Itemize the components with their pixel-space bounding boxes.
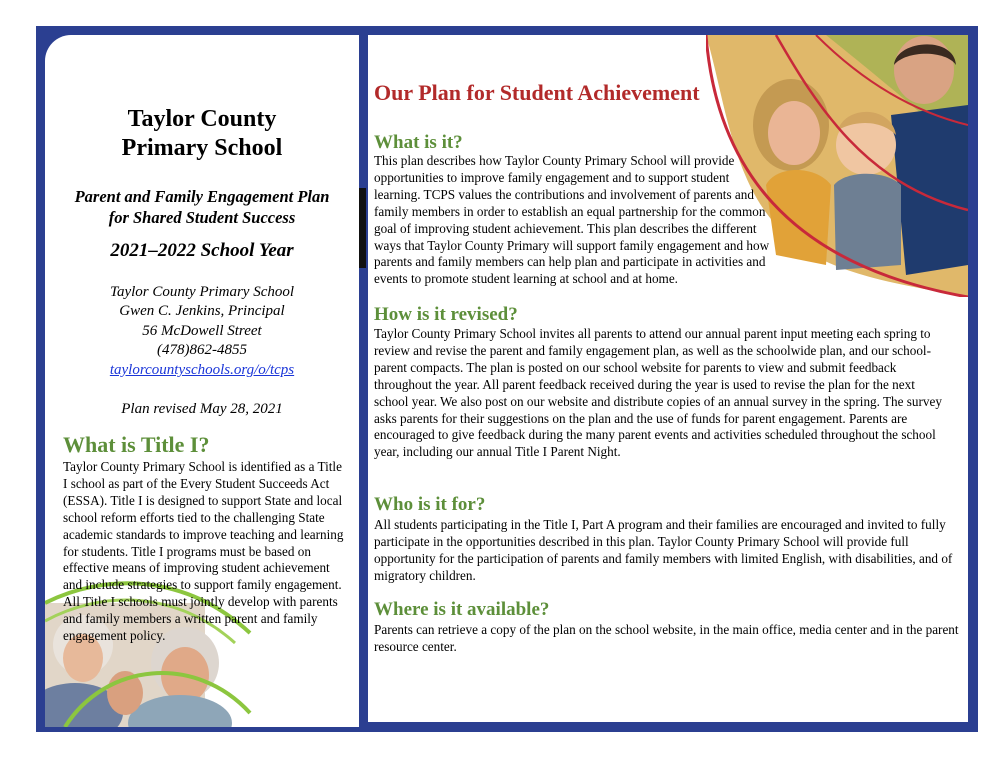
section-heading-how: How is it revised? [374,304,518,325]
plan-subtitle-line1: Parent and Family Engagement Plan [74,187,330,206]
school-name [45,105,359,163]
section-heading-who: Who is it for? [374,494,486,515]
school-name-line2: Primary School [121,135,283,161]
address-street: 56 McDowell Street [142,323,262,339]
section-body-how: Taylor County Primary School invites all parents to attend our annual parent input meeting each spring to review and revise the parent and family engagement plan, as well as the schoolwide plan, and our school-parent compacts. The plan is posted on our school website for parents to view and submit feedback throughout the year. All parent feedback received during the year is used to revise the plan for the next school year. We also post on our website and distribute copies of an annual survey in the spring. The survey asks parents for their suggestions on the plan and the use of funds for parent engagement. Parents are encouraged to give feedback during the many parent events and activities scheduled throughout the school year, including our annual Title I Parent Night. [374,326,942,460]
divider-tab [359,188,366,268]
website-link[interactable]: taylorcountyschools.org/o/tcps [109,362,295,378]
section-heading-where: Where is it available? [374,599,550,620]
left-panel [45,35,359,727]
title-one-heading: What is Title I? [63,432,210,457]
school-year: 2021–2022 School Year [110,240,294,261]
title-one-body: Taylor County Primary School is identified as a Title I school as part of the Every Student Succeeds Act (ESSA). Title I is designed to support State and local school reform efforts tied to the challenging State academic standards to improve teaching and learning for students. Title I programs must be based on effective means of improving student achievement and include strategies to support family engagement. All Title I schools must jointly develop with parents and family members a written parent and family engagement policy. [63,459,344,644]
section-heading-what: What is it? [374,132,463,153]
section-body-who: All students participating in the Title I, Part A program and their families are encouraged and invited to fully participate in the opportunities described in this plan. Taylor County Primary School will provide full opportunity for the participation of parents and family members with limited English, with disabilities, and of migratory children. [374,517,953,583]
school-name-line1: Taylor County [127,106,277,132]
section-body-where: Parents can retrieve a copy of the plan on the school website, in the main office, media center and in the parent resource center. [374,622,959,654]
plan-revised-date: Plan revised May 28, 2021 [121,401,283,417]
address-principal: Gwen C. Jenkins, Principal [119,303,285,319]
plan-subtitle-line2: for Shared Student Success [108,208,296,227]
plan-subtitle [45,186,359,228]
right-panel [368,35,968,722]
address-phone: (478)862-4855 [157,342,247,358]
main-title: Our Plan for Student Achievement [374,80,700,105]
website-row [45,361,359,380]
section-body-what: This plan describes how Taylor County Primary School will provide opportunities to improve family engagement and to support student learning. TCPS values the contributions and involvement of parents and family members in order to establish an equal partnership for the common goal of improving student achievement. This plan describes the different ways that Taylor County Primary will support family engagement and how parents and family members can help plan and participate in activities and events to promote student learning at school and at home. [374,153,770,287]
address-school: Taylor County Primary School [109,284,295,300]
